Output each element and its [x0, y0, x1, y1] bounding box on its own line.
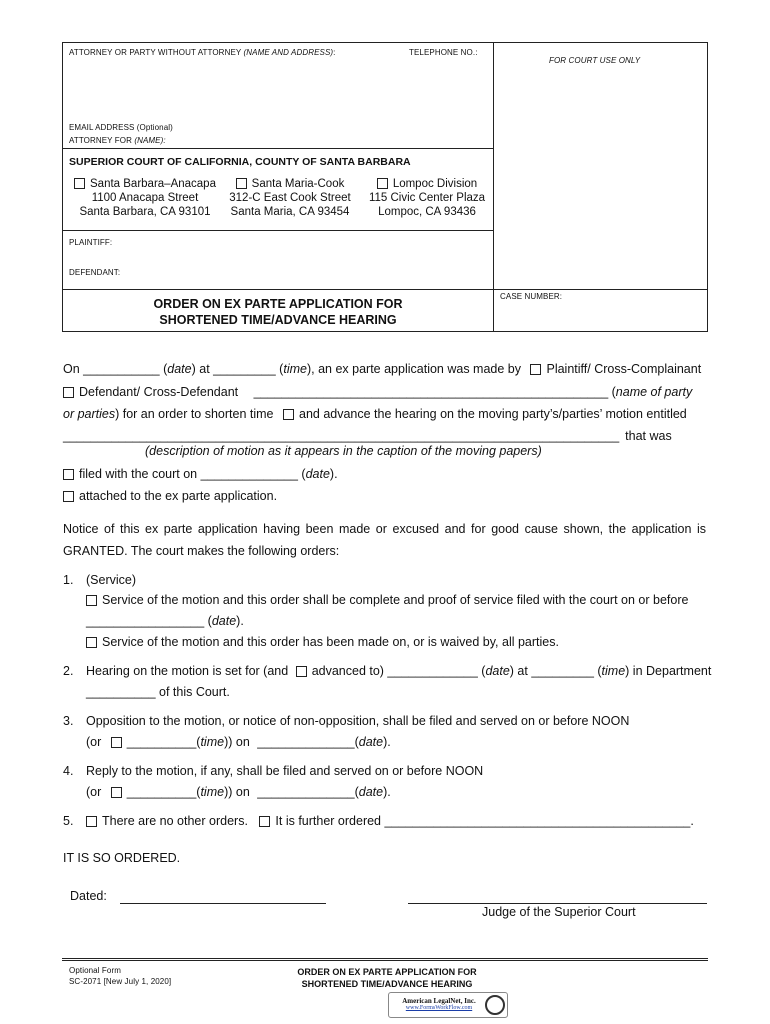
further-ordered-checkbox[interactable]: [259, 816, 270, 827]
order-1-label: (Service): [86, 573, 137, 587]
court-section-top: [62, 148, 494, 149]
dated-label: Dated:: [70, 889, 107, 903]
order-3-number: 3.: [63, 714, 74, 728]
vendor-name: American LegalNet, Inc.: [402, 997, 476, 1005]
order-3-line-1: Opposition to the motion, or notice of non-opposition, shall be filed and served on or before NOON: [86, 714, 630, 728]
order-1-option-a-date: _________________ (date).: [86, 614, 244, 628]
order-2-number: 2.: [63, 664, 74, 678]
order-4-line-1: Reply to the motion, if any, shall be filed and served on or before NOON: [86, 764, 484, 778]
no-other-orders-checkbox[interactable]: [86, 816, 97, 827]
footer-rule-1: [62, 958, 708, 959]
intro-line-5: (description of motion as it appears in the caption of the moving papers): [145, 444, 542, 458]
order-1-number: 1.: [63, 573, 74, 587]
service-waived-checkbox[interactable]: [86, 637, 97, 648]
attached-checkbox[interactable]: [63, 491, 74, 502]
attorney-label: ATTORNEY OR PARTY WITHOUT ATTORNEY (NAME AND ADDRESS):: [69, 48, 336, 57]
opposition-time-checkbox[interactable]: [111, 737, 122, 748]
branch-anacapa: Santa Barbara–Anacapa 1100 Anacapa Street Santa Barbara, CA 93101: [72, 178, 218, 218]
advance-hearing-checkbox[interactable]: [283, 409, 294, 420]
advanced-to-checkbox[interactable]: [296, 666, 307, 677]
footer-form-id: SC-2071 [New July 1, 2020]: [69, 977, 172, 986]
intro-line-2: Defendant/ Cross-Defendant ___________________________________________________ (name of party: [63, 385, 692, 399]
case-number-input[interactable]: [498, 303, 704, 327]
vendor-url[interactable]: www.FormsWorkFlow.com: [405, 1005, 473, 1011]
attorney-input-area[interactable]: [66, 60, 490, 118]
order-5-line: There are no other orders. It is further ordered ____________________________________________.: [86, 814, 694, 828]
judge-signature-line[interactable]: [408, 903, 707, 904]
parties-section-top: [62, 230, 494, 231]
case-number-label: CASE NUMBER:: [500, 292, 563, 301]
email-label: EMAIL ADDRESS (Optional): [69, 123, 173, 132]
attorney-for-label: ATTORNEY FOR (NAME):: [69, 136, 166, 145]
reply-time-checkbox[interactable]: [111, 787, 122, 798]
caption-bottom-border: [62, 331, 708, 332]
order-4-number: 4.: [63, 764, 74, 778]
defendant-checkbox[interactable]: [63, 387, 74, 398]
intro-line-4: ________________________________________________________________________________ that was: [63, 429, 672, 443]
dated-line[interactable]: [120, 903, 326, 904]
judge-label: Judge of the Superior Court: [482, 905, 636, 919]
plaintiff-label: PLAINTIFF:: [69, 238, 113, 247]
vendor-circle-icon: [485, 995, 505, 1015]
filed-with-court-checkbox[interactable]: [63, 469, 74, 480]
branch-santa-maria-checkbox[interactable]: [236, 178, 247, 189]
branch-anacapa-checkbox[interactable]: [74, 178, 85, 189]
footer-optional-form: Optional Form: [69, 966, 121, 975]
form-title: ORDER ON EX PARTE APPLICATION FOR SHORTENED TIME/ADVANCE HEARING: [153, 297, 403, 327]
title-section-top: [62, 289, 708, 290]
intro-line-3: or parties) for an order to shorten time and advance the hearing on the moving party’s/parties’ motion entitled: [63, 407, 687, 421]
notice-line-1: Notice of this ex parte application having been made or excused and for good cause shown, the application is: [63, 522, 706, 536]
service-complete-checkbox[interactable]: [86, 595, 97, 606]
order-5-number: 5.: [63, 814, 74, 828]
notice-line-2: GRANTED. The court makes the following orders:: [63, 544, 340, 558]
court-title: SUPERIOR COURT OF CALIFORNIA, COUNTY OF SANTA BARBARA: [69, 156, 411, 168]
vendor-logo: [388, 992, 508, 1018]
intro-line-6: filed with the court on ______________ (date).: [63, 467, 338, 481]
so-ordered: IT IS SO ORDERED.: [63, 851, 181, 865]
intro-line-1: On ___________ (date) at _________ (time), an ex parte application was made by Plaintiff/ Cross-Complainant: [63, 362, 702, 376]
order-1-option-a: Service of the motion and this order shall be complete and proof of service filed with the court on or before: [86, 593, 688, 607]
order-3-line-2: (or __________(time)) on ______________(date).: [86, 735, 391, 749]
branch-santa-maria: Santa Maria-Cook 312-C East Cook Street Santa Maria, CA 93454: [229, 178, 351, 218]
footer-title: ORDER ON EX PARTE APPLICATION FOR SHORTENED TIME/ADVANCE HEARING: [297, 967, 477, 989]
telephone-label: TELEPHONE NO.:: [409, 48, 478, 57]
plaintiff-checkbox[interactable]: [530, 364, 541, 375]
branch-lompoc-checkbox[interactable]: [377, 178, 388, 189]
court-use-label: FOR COURT USE ONLY: [549, 56, 641, 65]
caption-top-border: [62, 42, 708, 43]
order-4-line-2: (or __________(time)) on ______________(date).: [86, 785, 391, 799]
order-1-option-b: Service of the motion and this order has been made on, or is waived by, all parties.: [86, 635, 559, 649]
defendant-label: DEFENDANT:: [69, 268, 121, 277]
footer-rule-2: [62, 960, 708, 961]
intro-line-7: attached to the ex parte application.: [63, 489, 277, 503]
order-2-line-1: Hearing on the motion is set for (and advanced to) _____________ (date) at _________ (time) in Department: [86, 664, 712, 678]
order-2-line-2: __________ of this Court.: [86, 685, 230, 699]
branch-lompoc: Lompoc Division 115 Civic Center Plaza Lompoc, CA 93436: [368, 178, 486, 218]
